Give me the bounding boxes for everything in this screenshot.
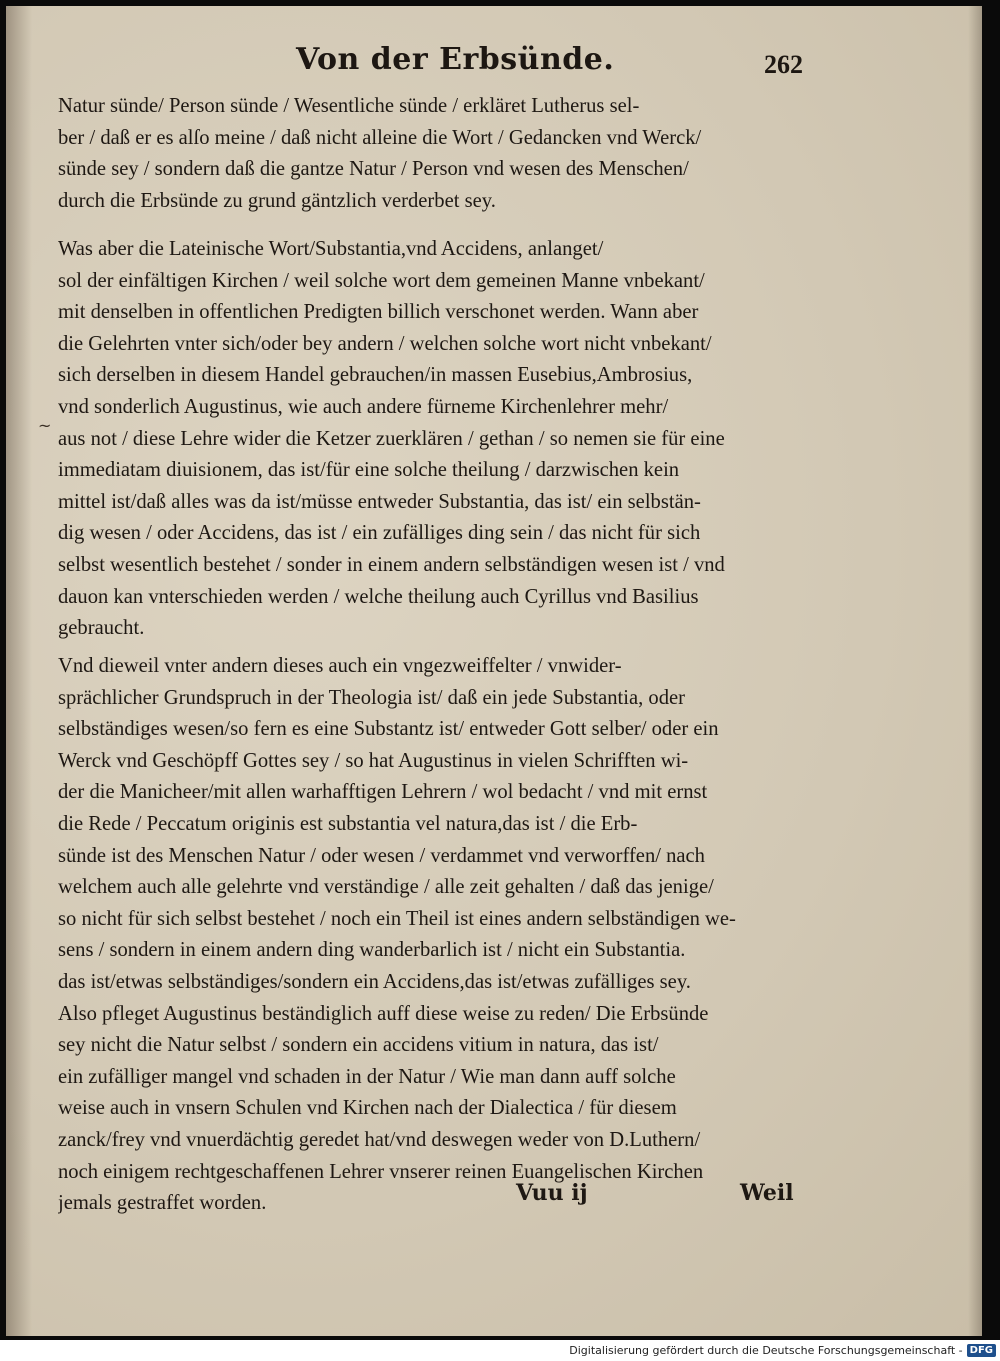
signature-mark: Vuu ij	[516, 1180, 588, 1206]
text-line: das ist/etwas selbständiges/sondern ein Accidens,das ist/etwas zufälliges sey.	[58, 970, 691, 993]
page-edge-shadow	[968, 6, 982, 1336]
text-line: sprächlicher Grundspruch in der Theologia ist/ daß ein jede Substantia, oder	[58, 686, 685, 709]
paragraph-3	[58, 651, 808, 1220]
text-line: Was aber die Lateinische Wort/Substantia,vnd Accidens, anlanget/	[58, 238, 604, 260]
text-line: weise auch in vnsern Schulen vnd Kirchen nach der Dialectica / für diesem	[58, 1097, 677, 1120]
text-line: so nicht für sich selbst bestehet / noch ein Theil ist eines andern selbständigen we-	[58, 907, 736, 930]
footer-text: Digitalisierung gefördert durch die Deutsche Forschungsgemeinschaft -	[569, 1344, 963, 1357]
text-line: mit denselben in offentlichen Predigten billich verschonet werden. Wann aber	[58, 301, 699, 324]
text-line: vnd sonderlich Augustinus, wie auch andere fürneme Kirchenlehrer mehr/	[58, 395, 669, 418]
text-line: selbst wesentlich bestehet / sonder in einem andern selbständigen wesen ist / vnd	[58, 553, 725, 576]
paragraph-1	[58, 91, 808, 217]
text-line: der die Manicheer/mit allen warhafftigen Lehrern / wol bedacht / vnd mit ernst	[58, 781, 708, 804]
dfg-logo: DFG	[967, 1344, 996, 1357]
text-line: dig wesen / oder Accidens, das ist / ein zufälliges ding sein / das nicht für sich	[58, 522, 701, 545]
text-line: zanck/frey vnd vnuerdächtig geredet hat/vnd deswegen weder von D.Luthern/	[58, 1128, 701, 1151]
text-line: mittel ist/daß alles was da ist/müsse entweder Substantia, das ist/ ein selbstän-	[58, 490, 701, 513]
text-line: die Gelehrten vnter sich/oder bey andern / welchen solche wort nicht vnbekant/	[58, 332, 712, 355]
text-line: ber / daß er es alſo meine / daß nicht alleine die Wort / Gedancken vnd Werck/	[58, 126, 702, 149]
text-line: dauon kan vnterschieden werden / welche theilung auch Cyrillus vnd Basilius	[58, 585, 699, 608]
book-page	[6, 6, 982, 1336]
page-number: 262	[764, 50, 803, 79]
digitization-footer	[569, 1344, 996, 1357]
text-line: durch die Erbsünde zu grund gäntzlich verderbet sey.	[58, 189, 496, 212]
paragraph-2	[58, 234, 808, 645]
text-line: selbständiges wesen/so fern es eine Substantz ist/ entweder Gott selber/ oder ein	[58, 718, 719, 741]
text-line: Vnd dieweil vnter andern dieses auch ein vngezweiffelter / vnwider-	[58, 655, 622, 677]
text-line: sünde ist des Menschen Natur / oder wesen / verdammet vnd verworffen/ nach	[58, 844, 705, 867]
margin-mark: ~	[38, 416, 52, 435]
text-line: sol der einfältigen Kirchen / weil solche wort dem gemeinen Manne vnbekant/	[58, 269, 705, 292]
text-line: immediatam diuisionem, das ist/für eine solche theilung / darzwischen kein	[58, 459, 680, 482]
text-line: gebraucht.	[58, 617, 145, 640]
text-line: jemals gestraffet worden.	[58, 1192, 267, 1215]
text-line: ein zufälliger mangel vnd schaden in der Natur / Wie man dann auff solche	[58, 1065, 676, 1088]
text-line: Also pfleget Augustinus beständiglich auff diese weise zu reden/ Die Erbsünde	[58, 1002, 709, 1025]
text-line: sünde sey / sondern daß die gantze Natur / Person vnd wesen des Menschen/	[58, 158, 689, 181]
text-line: Natur sünde/ Person sünde / Wesentliche sünde / erkläret Lutherus sel-	[58, 95, 640, 117]
text-line: sey nicht die Natur selbst / sondern ein accidens vitium in natura, das ist/	[58, 1034, 659, 1057]
text-line: welchem auch alle gelehrte vnd verständige / alle zeit gehalten / daß das jenige/	[58, 876, 714, 899]
catchword: Weil	[740, 1180, 794, 1206]
text-line: sich derselben in diesem Handel gebrauchen/in massen Eusebius,Ambrosius,	[58, 364, 693, 387]
text-line: die Rede / Peccatum originis est substantia vel natura,das ist / die Erb-	[58, 812, 638, 835]
text-line: aus not / diese Lehre wider die Ketzer zuerklären / gethan / so nemen sie für eine	[58, 427, 725, 450]
gutter-shadow	[6, 6, 32, 1336]
text-line: Werck vnd Geschöpff Gottes sey / so hat Augustinus in vielen Schrifften wi-	[58, 749, 689, 772]
running-head: Von der Erbsünde.	[296, 42, 615, 77]
text-line: sens / sondern in einem andern ding wanderbarlich ist / nicht ein Substantia.	[58, 939, 686, 962]
text-line: noch einigem rechtgeschaffenen Lehrer vnserer reinen Euangelischen Kirchen	[58, 1160, 704, 1183]
